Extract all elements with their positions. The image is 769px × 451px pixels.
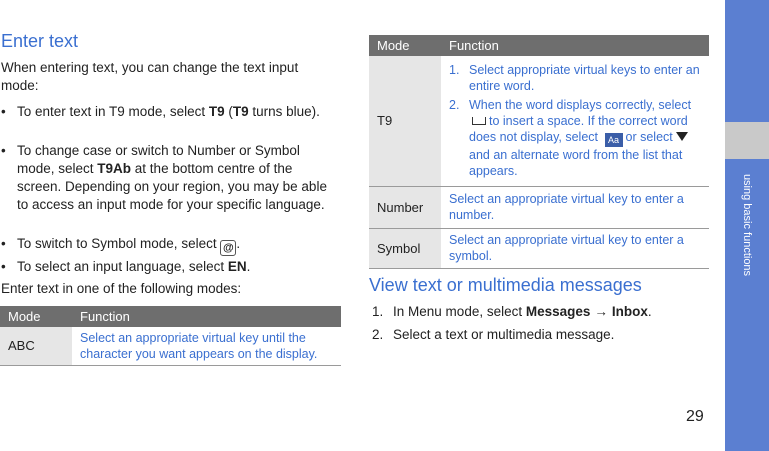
section-title-view-messages: View text or multimedia messages bbox=[369, 275, 642, 295]
step-text: Select a text or multimedia message. bbox=[393, 327, 615, 342]
table-row bbox=[369, 186, 709, 228]
space-key-icon bbox=[472, 117, 486, 125]
mode-cell: T9 bbox=[369, 56, 441, 186]
bullet-text: . bbox=[236, 236, 241, 251]
bullet-text: at the bottom centre of the screen. Depending on your region, you may be able to access an input mode for your specific language. bbox=[17, 161, 327, 212]
bullet-text: turns blue). bbox=[248, 104, 320, 119]
bold-term: T9Ab bbox=[97, 161, 132, 176]
step-text: . bbox=[647, 304, 652, 319]
table-header-mode: Mode bbox=[369, 35, 441, 56]
step-number: 2. bbox=[372, 327, 384, 342]
bold-term: T9 bbox=[232, 104, 249, 119]
bullet-text: To change case or switch to Number or Symbol mode, select bbox=[17, 143, 300, 176]
section-title-enter-text: Enter text bbox=[1, 31, 79, 51]
function-cell: Select an appropriate virtual key to enter a number. bbox=[441, 186, 709, 228]
mode-table-right bbox=[369, 35, 709, 269]
mode-cell: ABC bbox=[0, 327, 72, 365]
function-cell-t9 bbox=[441, 56, 709, 186]
table-row bbox=[0, 327, 341, 365]
step-number: 1. bbox=[372, 304, 384, 319]
bullet-text: . bbox=[246, 259, 251, 274]
t9-step-2: 2. When the word displays correctly, select to insert a space. If the correct word does not display, select Aa or select and an alternate word from the list that appears. bbox=[449, 98, 692, 179]
bold-term: EN bbox=[227, 259, 247, 274]
bullet-text: ( bbox=[224, 104, 233, 119]
table-header-mode: Mode bbox=[0, 306, 72, 327]
bullet-text: To enter text in T9 mode, select bbox=[17, 104, 209, 119]
arrow-icon: → bbox=[594, 304, 608, 319]
bold-term: T9 bbox=[208, 104, 225, 119]
page-number: 29 bbox=[686, 408, 704, 425]
function-cell: Select an appropriate virtual key until the character you want appears on the display. bbox=[72, 327, 341, 365]
at-symbol-icon: @ bbox=[220, 240, 236, 256]
intro-paragraph: When entering text, you can change the text input mode: bbox=[1, 60, 299, 93]
table-row-t9 bbox=[369, 56, 709, 186]
t9-step-text: to insert a space. If the correct word does not display, select bbox=[469, 114, 688, 145]
mode-cell: Symbol bbox=[369, 228, 441, 268]
bullet-text: To switch to Symbol mode, select bbox=[17, 236, 221, 251]
t9-step-text: Select appropriate virtual keys to enter an entire word. bbox=[469, 63, 700, 94]
menu-inbox: Inbox bbox=[611, 304, 648, 319]
table-header-function: Function bbox=[441, 35, 709, 56]
function-cell: Select an appropriate virtual key to enter a symbol. bbox=[441, 228, 709, 268]
side-tab-top bbox=[725, 0, 769, 122]
t9-step-text: and an alternate word from the list that appears. bbox=[469, 148, 683, 179]
table-header-function: Function bbox=[72, 306, 341, 327]
mode-cell: Number bbox=[369, 186, 441, 228]
outro-paragraph: Enter text in one of the following modes: bbox=[1, 281, 242, 296]
t9-step-1: 1. Select appropriate virtual keys to enter an entire word. bbox=[449, 62, 705, 94]
step-1 bbox=[372, 303, 712, 321]
step-2 bbox=[372, 326, 712, 344]
side-tab-label: using basic functions bbox=[741, 173, 753, 277]
bullet-text: To select an input language, select bbox=[17, 259, 228, 274]
side-tab bbox=[725, 0, 769, 451]
step-text: In Menu mode, select bbox=[393, 304, 526, 319]
side-tab-marker bbox=[725, 122, 769, 159]
t9-step-text: or select bbox=[625, 130, 673, 145]
aa-key-icon: Aa bbox=[605, 133, 623, 147]
table-row bbox=[369, 228, 709, 268]
down-triangle-icon bbox=[676, 132, 688, 141]
side-tab-label-wrap bbox=[729, 160, 765, 290]
mode-table-left bbox=[0, 306, 341, 366]
menu-messages: Messages bbox=[525, 304, 591, 319]
t9-step-text: When the word displays correctly, select bbox=[469, 98, 692, 113]
